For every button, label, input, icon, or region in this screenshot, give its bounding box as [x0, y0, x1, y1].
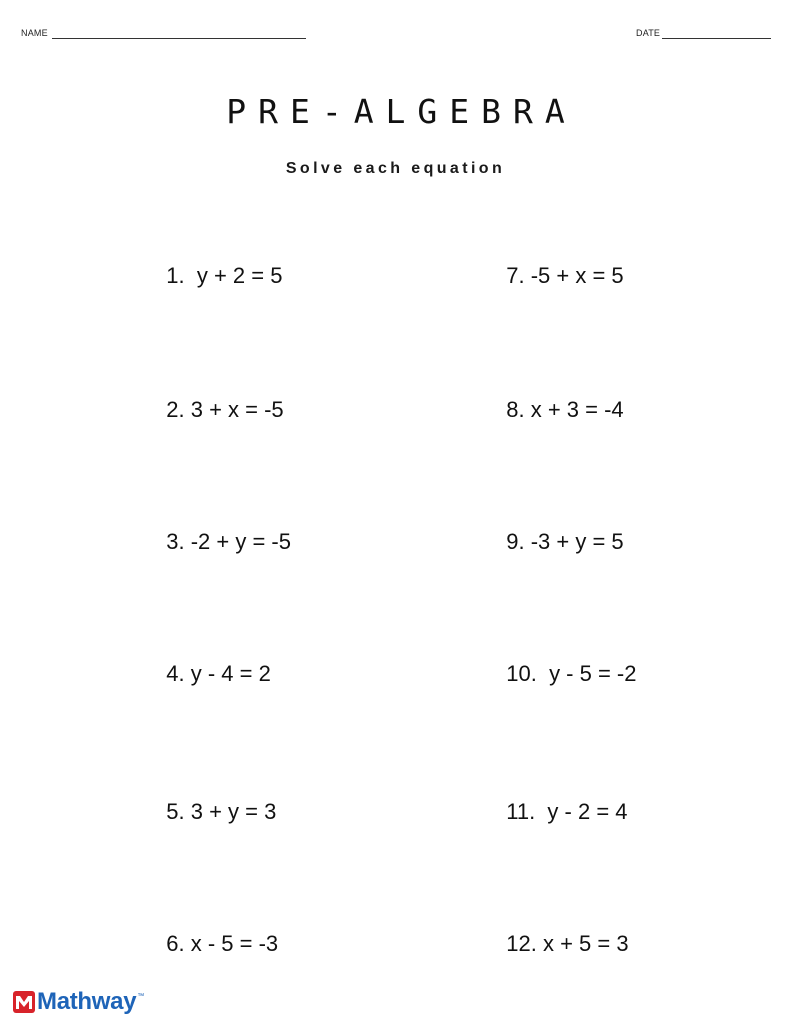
mathway-logo: [13, 987, 144, 1017]
problem-equation: -2 + y = -5: [190, 529, 291, 554]
problem-equation: x + 5 = 3: [542, 931, 629, 956]
problem-equation: y - 4 = 2: [190, 661, 271, 686]
trademark-icon: ™: [137, 993, 145, 1000]
problem-number: 10.: [506, 661, 537, 686]
problem-number: 2.: [166, 397, 185, 422]
problem-7: [494, 237, 624, 289]
problem-equation: 3 + x = -5: [190, 397, 284, 422]
date-field-line: [662, 38, 771, 39]
mathway-logo-icon: [13, 991, 35, 1013]
problem-4: [154, 635, 271, 687]
date-label: DATE: [636, 28, 661, 38]
problem-2: [154, 371, 284, 423]
problem-6: [154, 905, 278, 957]
problem-10: [494, 635, 636, 687]
problem-9: [494, 503, 624, 555]
problem-number: 11.: [506, 799, 536, 824]
page-title: PRE-ALGEBRA: [226, 92, 577, 131]
problem-number: 5.: [166, 799, 185, 824]
problem-equation: -3 + y = 5: [530, 529, 624, 554]
problem-11: [494, 773, 628, 825]
problem-5: [154, 773, 276, 825]
problem-equation: x + 3 = -4: [530, 397, 624, 422]
logo-text: Mathway: [37, 988, 137, 1015]
problem-3: [154, 503, 291, 555]
problem-number: 3.: [166, 529, 185, 554]
problem-equation: y + 2 = 5: [196, 263, 283, 288]
problem-number: 1.: [166, 263, 185, 288]
problem-12: [494, 905, 629, 957]
problem-number: 9.: [506, 529, 525, 554]
name-label: NAME: [21, 28, 48, 38]
problem-number: 8.: [506, 397, 525, 422]
problem-equation: y - 5 = -2: [549, 661, 637, 686]
page-subtitle: Solve each equation: [285, 160, 506, 177]
problem-8: [494, 371, 624, 423]
problem-equation: x - 5 = -3: [190, 931, 279, 956]
problem-equation: 3 + y = 3: [190, 799, 277, 824]
problem-number: 4.: [166, 661, 185, 686]
problem-equation: y - 2 = 4: [547, 799, 628, 824]
problem-number: 7.: [506, 263, 525, 288]
problem-number: 12.: [506, 931, 537, 956]
problem-equation: -5 + x = 5: [530, 263, 624, 288]
name-field-line: [52, 38, 306, 39]
problem-1: [154, 237, 282, 289]
problem-number: 6.: [166, 931, 185, 956]
